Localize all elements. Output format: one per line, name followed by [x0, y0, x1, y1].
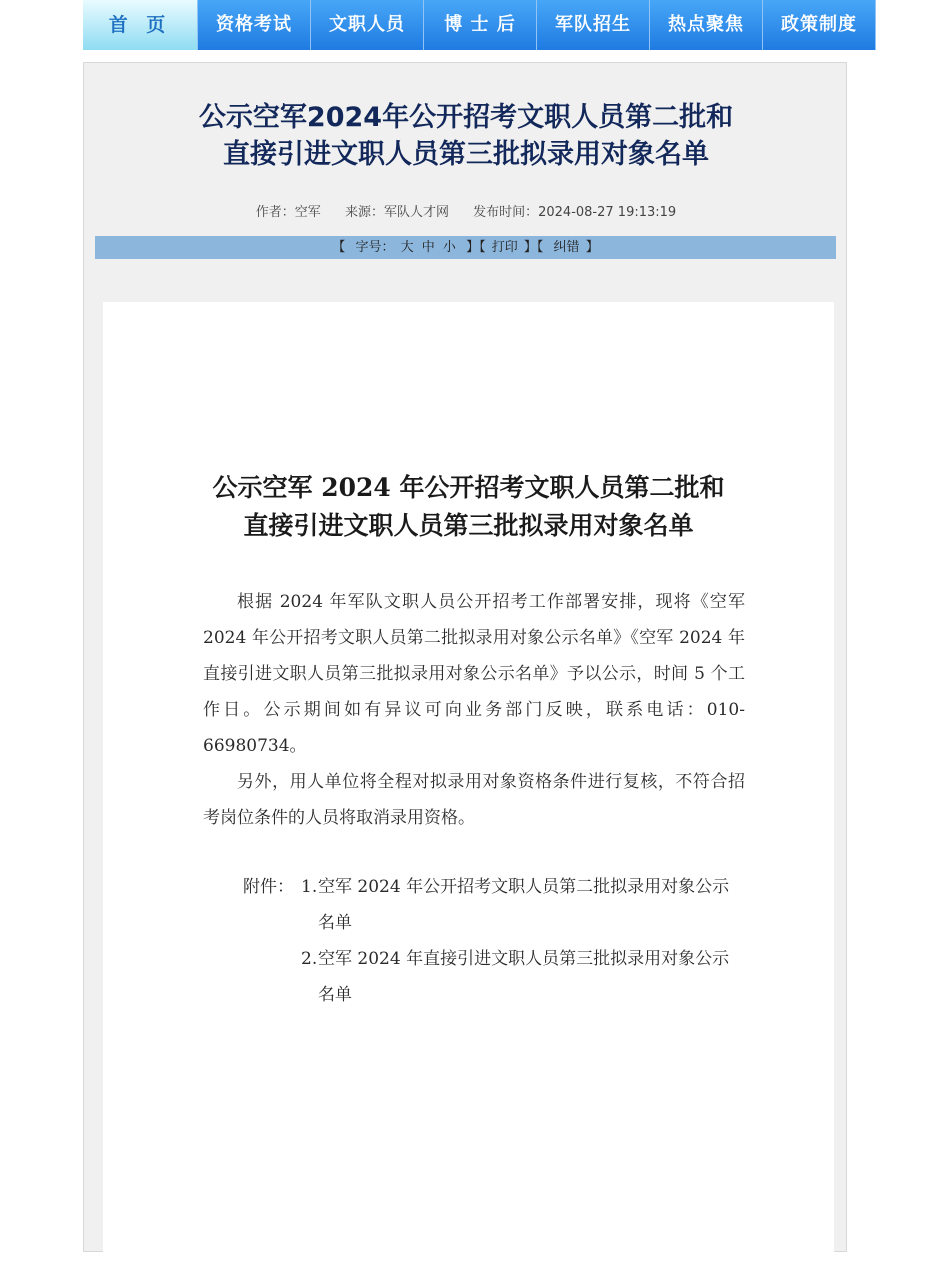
nav-hot-topics[interactable]: 热点聚焦 — [650, 0, 763, 50]
author: 作者：空军 — [255, 205, 321, 220]
document-paragraph-2: 另外，用人单位将全程对拟录用对象资格条件进行复核，不符合招考岗位条件的人员将取消录用资格。 — [203, 772, 745, 828]
bracket-sep-2: 】【 — [523, 240, 544, 255]
bracket-close: 】 — [585, 240, 599, 255]
attachments-label: 附件： — [243, 877, 294, 897]
article-toolbar — [95, 236, 836, 259]
document-image — [103, 302, 834, 1262]
article-page — [83, 62, 847, 1252]
attachments — [203, 869, 745, 1013]
nav-policy[interactable]: 政策制度 — [763, 0, 876, 50]
font-size-large[interactable]: 大 — [400, 240, 414, 255]
publish-time: 发布时间：2024-08-27 19:13:19 — [473, 205, 677, 220]
font-size-label: 字号： — [355, 240, 395, 255]
source: 来源：军队人才网 — [344, 205, 449, 220]
font-size-medium[interactable]: 中 — [421, 240, 435, 255]
nav-qualification-exam[interactable]: 资格考试 — [198, 0, 311, 50]
nav-postdoc[interactable]: 博 士 后 — [424, 0, 537, 50]
page-title-line2: 直接引进文职人员第三批拟录用对象名单 — [223, 139, 709, 170]
report-error-link[interactable]: 纠错 — [553, 240, 580, 255]
document-paragraph-1: 根据 2024 年军队文职人员公开招考工作部署安排，现将《空军 2024 年公开招考文职人员第二批拟录用对象公示名单》《空军 2024 年直接引进文职人员第三批拟录用对象公示名单》予以公示，时间 5 个工作日。公示期间如有异议可向业务部门反映，联系电话：010-66980734。 — [203, 592, 745, 756]
document-title — [103, 469, 834, 545]
attachment-number: 2. — [301, 949, 318, 969]
bracket-sep: 】【 — [466, 240, 486, 255]
nav-military-enrollment[interactable]: 军队招生 — [537, 0, 650, 50]
print-link[interactable]: 打印 — [491, 240, 518, 255]
nav-civilian-staff[interactable]: 文职人员 — [311, 0, 424, 50]
nav-home[interactable]: 首 页 — [83, 0, 198, 50]
attachment-item-2 — [203, 941, 745, 1013]
page-title — [84, 99, 848, 173]
bracket-open: 【 — [332, 240, 346, 255]
document-title-line1: 公示空军 2024 年公开招考文职人员第二批和 — [212, 473, 725, 502]
document-body — [203, 584, 745, 836]
attachment-number: 1. — [301, 877, 318, 897]
font-size-small[interactable]: 小 — [442, 240, 456, 255]
main-nav — [83, 0, 857, 50]
article-meta — [84, 201, 848, 220]
document-title-line2: 直接引进文职人员第三批拟录用对象名单 — [243, 511, 694, 540]
attachment-text: 空军 2024 年公开招考文职人员第二批拟录用对象公示名单 — [318, 877, 730, 933]
attachment-text: 空军 2024 年直接引进文职人员第三批拟录用对象公示名单 — [318, 949, 730, 1005]
attachment-item-1 — [203, 869, 745, 941]
page-title-line1: 公示空军2024年公开招考文职人员第二批和 — [198, 102, 734, 133]
